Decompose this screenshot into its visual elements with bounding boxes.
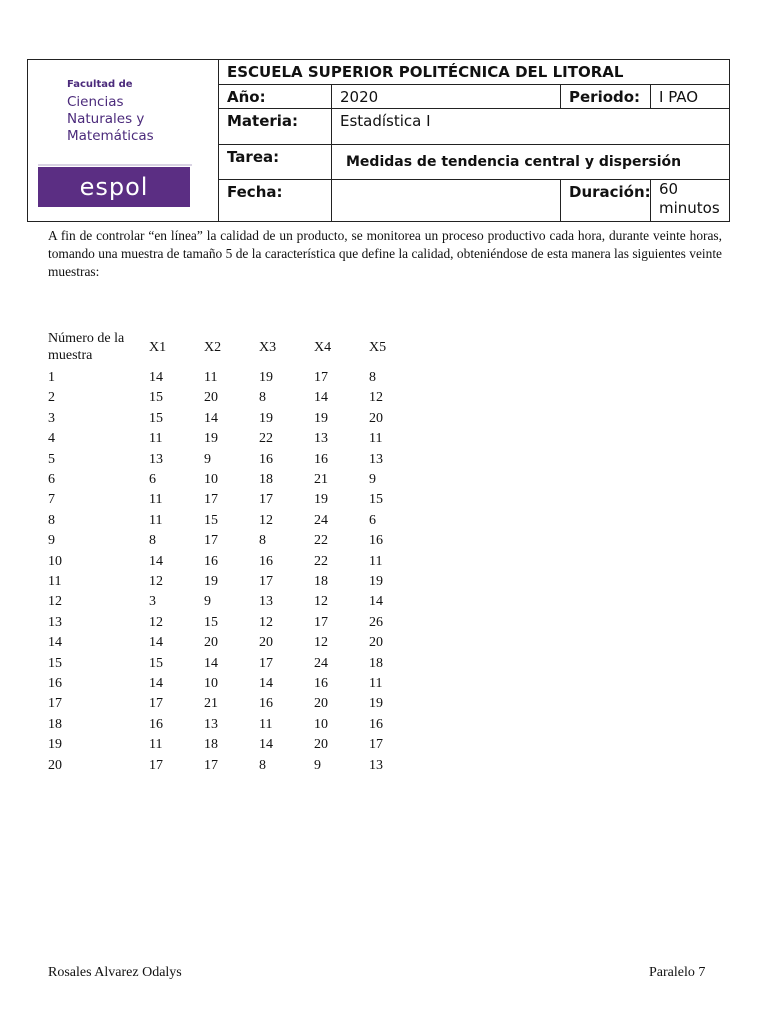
table-cell: 17 [314, 614, 328, 630]
table-cell: 9 [204, 594, 211, 610]
table-cell: 17 [149, 696, 163, 712]
table-cell: 3 [149, 594, 156, 610]
table-cell: 16 [314, 451, 328, 467]
table-cell: 13 [204, 716, 218, 732]
column-header-x4: X4 [314, 340, 332, 355]
table-cell: 19 [369, 574, 383, 589]
sample-number-cell: 17 [48, 696, 62, 712]
header-table [27, 59, 730, 222]
subject-value: Estadística I [331, 109, 729, 144]
table-cell: 20 [369, 410, 383, 426]
sample-number-cell: 12 [48, 594, 62, 610]
sample-number-cell: 8 [48, 512, 55, 528]
table-cell: 17 [259, 492, 273, 508]
espol-logo: espol [38, 167, 190, 207]
table-cell: 9 [204, 451, 211, 467]
table-cell: 10 [314, 716, 328, 732]
table-cell: 11 [369, 676, 383, 691]
sample-number-cell: 11 [48, 574, 62, 589]
sample-number-cell: 4 [48, 431, 55, 447]
table-cell: 14 [259, 676, 273, 691]
sample-number-header [48, 330, 124, 364]
table-cell: 19 [314, 410, 328, 426]
sample-number-cell: 6 [48, 472, 55, 487]
table-cell: 18 [204, 737, 218, 753]
sample-number-cell: 13 [48, 614, 62, 630]
sample-number-cell: 20 [48, 757, 62, 773]
table-cell: 14 [314, 390, 328, 406]
sample-number-cell: 10 [48, 553, 62, 569]
table-cell: 15 [149, 655, 163, 671]
sample-number-cell: 2 [48, 390, 55, 406]
date-value [331, 180, 560, 221]
table-cell: 19 [259, 370, 273, 385]
table-cell: 11 [149, 737, 163, 753]
table-cell: 18 [259, 472, 273, 487]
table-cell: 8 [259, 757, 266, 773]
date-row [219, 180, 729, 221]
sample-number-cell: 1 [48, 370, 55, 385]
table-cell: 20 [314, 737, 328, 753]
table-cell: 19 [259, 410, 273, 426]
logo-divider [38, 164, 192, 166]
sample-number-header-line2: muestra [48, 348, 93, 363]
table-cell: 14 [149, 553, 163, 569]
table-cell: 14 [369, 594, 383, 610]
table-cell: 16 [149, 716, 163, 732]
table-cell: 21 [204, 696, 218, 712]
table-cell: 17 [204, 492, 218, 508]
table-cell: 19 [314, 492, 328, 508]
author-name: Rosales Alvarez Odalys [48, 965, 182, 980]
table-cell: 17 [259, 655, 273, 671]
table-cell: 11 [369, 553, 383, 569]
sample-number-cell: 14 [48, 635, 62, 651]
table-cell: 12 [259, 614, 273, 630]
table-cell: 14 [204, 655, 218, 671]
table-cell: 15 [149, 410, 163, 426]
table-cell: 15 [369, 492, 383, 508]
table-cell: 22 [314, 533, 328, 549]
table-cell: 8 [259, 390, 266, 406]
table-cell: 13 [369, 451, 383, 467]
table-cell: 12 [369, 390, 383, 406]
table-cell: 11 [149, 431, 163, 447]
task-row [219, 145, 729, 180]
table-cell: 15 [204, 512, 218, 528]
logo-line-naturales: Naturales y [67, 111, 145, 127]
problem-statement: A fin de controlar “en línea” la calidad de un producto, se monitorea un proceso productivo cada hora, durante veinte horas, tomando una muestra de tamaño 5 de la característica que define la calidad, obteniéndose de esta manera las siguientes veinte muestras: [48, 228, 722, 279]
table-cell: 10 [204, 472, 218, 487]
table-cell: 13 [149, 451, 163, 467]
table-cell: 8 [369, 370, 376, 385]
sample-number-cell: 18 [48, 716, 62, 732]
sample-number-header-line1: Número de la [48, 331, 125, 346]
table-cell: 18 [369, 655, 383, 671]
period-value: I PAO [650, 85, 729, 108]
logo-line-matematicas: Matemáticas [67, 128, 154, 144]
table-cell: 19 [204, 574, 218, 589]
duration-unit: minutos [659, 199, 720, 217]
table-cell: 17 [369, 737, 383, 753]
table-cell: 16 [369, 533, 383, 549]
table-cell: 11 [204, 370, 218, 385]
table-cell: 17 [314, 370, 328, 385]
duration-label: Duración: [560, 180, 650, 221]
table-cell: 14 [259, 737, 273, 753]
table-cell: 12 [149, 614, 163, 630]
table-cell: 24 [314, 655, 328, 671]
table-cell: 8 [259, 533, 266, 549]
school-row [219, 60, 729, 85]
table-cell: 20 [204, 635, 218, 651]
table-cell: 11 [149, 492, 163, 508]
sample-number-cell: 5 [48, 451, 55, 467]
logo-faculty-label: Facultad de [67, 79, 133, 90]
table-cell: 17 [259, 574, 273, 589]
table-cell: 11 [369, 431, 383, 447]
period-label: Periodo: [560, 85, 650, 108]
sample-number-cell: 7 [48, 492, 55, 508]
table-cell: 16 [259, 451, 273, 467]
logo-line-ciencias: Ciencias [67, 94, 124, 110]
table-cell: 15 [149, 390, 163, 406]
table-cell: 14 [149, 635, 163, 651]
table-cell: 9 [314, 757, 321, 773]
table-cell: 13 [259, 594, 273, 610]
table-cell: 22 [259, 431, 273, 447]
table-cell: 21 [314, 472, 328, 487]
table-cell: 9 [369, 472, 376, 487]
sample-number-cell: 9 [48, 533, 55, 549]
subject-row [219, 109, 729, 145]
year-row [219, 85, 729, 109]
task-label: Tarea: [227, 148, 280, 166]
table-cell: 8 [149, 533, 156, 549]
duration-number: 60 [659, 180, 679, 198]
table-cell: 12 [259, 512, 273, 528]
year-label: Año: [227, 88, 266, 106]
table-cell: 16 [369, 716, 383, 732]
table-cell: 13 [369, 757, 383, 773]
section-label: Paralelo 7 [649, 965, 706, 980]
table-cell: 12 [149, 574, 163, 589]
year-value: 2020 [331, 85, 560, 108]
table-cell: 17 [149, 757, 163, 773]
sample-number-cell: 3 [48, 410, 55, 426]
table-cell: 22 [314, 553, 328, 569]
table-cell: 20 [314, 696, 328, 712]
column-header-x5: X5 [369, 340, 387, 355]
column-header-x2: X2 [204, 340, 222, 355]
table-cell: 19 [369, 696, 383, 712]
sample-number-cell: 15 [48, 655, 62, 671]
table-cell: 16 [314, 676, 328, 691]
table-cell: 19 [204, 431, 218, 447]
table-cell: 20 [369, 635, 383, 651]
table-cell: 17 [204, 533, 218, 549]
table-cell: 20 [204, 390, 218, 406]
table-cell: 15 [204, 614, 218, 630]
table-cell: 11 [259, 716, 273, 732]
table-cell: 16 [259, 553, 273, 569]
table-cell: 6 [369, 512, 376, 528]
column-header-x3: X3 [259, 340, 277, 355]
table-cell: 26 [369, 614, 383, 630]
table-cell: 12 [314, 635, 328, 651]
table-cell: 6 [149, 472, 156, 487]
table-cell: 24 [314, 512, 328, 528]
table-cell: 16 [204, 553, 218, 569]
school-name: ESCUELA SUPERIOR POLITÉCNICA DEL LITORAL [227, 63, 624, 81]
task-value: Medidas de tendencia central y dispersión [331, 145, 729, 179]
table-cell: 17 [204, 757, 218, 773]
table-cell: 14 [149, 370, 163, 385]
subject-label: Materia: [227, 112, 299, 130]
column-header-x1: X1 [149, 340, 167, 355]
table-cell: 10 [204, 676, 218, 691]
table-cell: 12 [314, 594, 328, 610]
table-cell: 14 [204, 410, 218, 426]
table-cell: 13 [314, 431, 328, 447]
table-cell: 18 [314, 574, 328, 589]
table-cell: 20 [259, 635, 273, 651]
table-cell: 11 [149, 512, 163, 528]
faculty-logo [28, 60, 219, 221]
table-cell: 14 [149, 676, 163, 691]
duration-value [650, 180, 729, 221]
sample-number-cell: 19 [48, 737, 62, 753]
sample-number-cell: 16 [48, 676, 62, 691]
date-label: Fecha: [227, 183, 283, 201]
table-cell: 16 [259, 696, 273, 712]
